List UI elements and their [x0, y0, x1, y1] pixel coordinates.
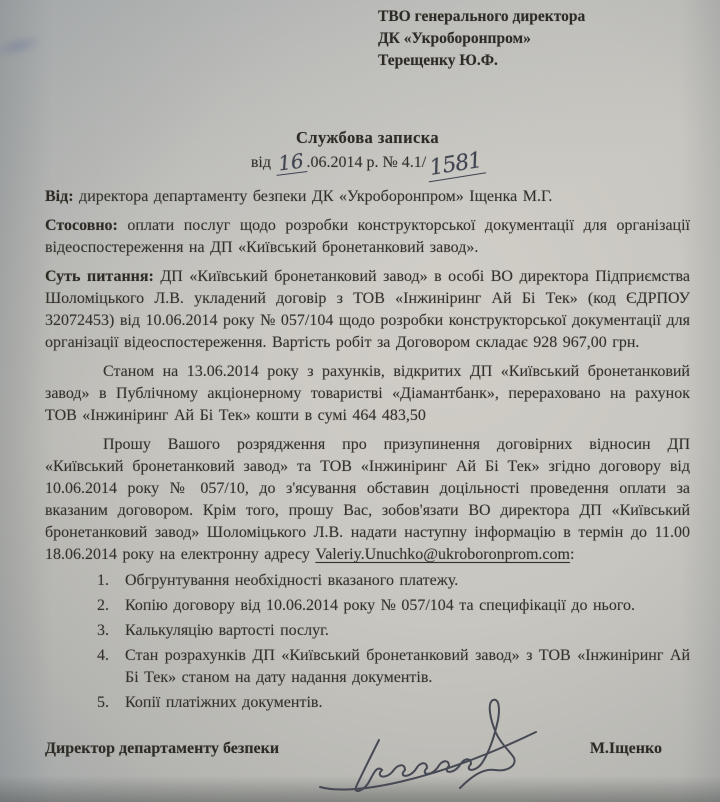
from-label: Від:	[45, 188, 74, 205]
handwritten-day: 16	[274, 150, 308, 176]
payments-paragraph: Станом на 13.06.2014 року з рахунків, відкритих ДП «Київський бронетанковий завод» в Публічному акціонерному товаристві «Діамантбанк», перераховано на рахунок ТОВ «Інжиніринг Ай Бі Тек» кошти в сумі 464 483,50	[45, 363, 690, 424]
signer-name: М.Іщенко	[589, 740, 662, 757]
subject-label: Стосовно:	[45, 217, 118, 234]
list-item: Обгрунтування необхідності вказаного платежу.	[125, 572, 459, 589]
request-text: Прошу Вашого розрядження про призупинення договірних відносин ДП «Київський бронетанковий завод» та ТОВ «Інжиніринг Ай Бі Тек» згідно договору від 10.06.2014 року № 057/10, до з'ясування обставин доцільності проведення оплати за вказаним договором. Крім того, прошу Вас, зобов'язати ВО директора ДП «Київський бронетанковий завод» Шоломіцького Л.В. надати наступну інформацію в термін до 11.00 18.06.2014 року на електронну адресу	[45, 436, 690, 563]
recipient-line: ТВО генерального директора	[378, 8, 586, 25]
list-item: Стан розрахунків ДП «Київський бронетанковий завод» з ТОВ «Інжиніринг Ай Бі Тек» станом на дату надання документів.	[125, 647, 690, 686]
email-address: Valeriy.Unuchko@ukroboronprom.com	[315, 546, 570, 563]
request-paragraph	[45, 434, 690, 566]
essence-text: ДП «Київський бронетанковий завод» в особі ВО директора Підприємства Шоломіцького Л.В. укладений договір з ТОВ «Інжиніринг Ай Бі Тек» (код ЄДРПОУ 32072453) від 10.06.2014 року № 057/104 щодо розробки конструкторської документації для організації відеоспостереження. Вартість робіт за Договором складає 928 967,00 грн.	[45, 268, 691, 351]
list-item: Копію договору від 10.06.2014 року № 057/104 та специфікації до нього.	[125, 597, 636, 614]
essence-label: Суть питання:	[45, 268, 154, 285]
date-prefix: від	[250, 154, 271, 171]
list-item: Калькуляцію вартості послуг.	[125, 622, 329, 639]
list-item: Копії платіжних документів.	[125, 694, 323, 711]
from-text: директора департаменту безпеки ДК «Укроборонпром» Іщенка М.Г.	[79, 188, 553, 205]
recipient-line: Терещенку Ю.Ф.	[378, 52, 498, 69]
handwritten-signature	[312, 686, 542, 796]
memo-title: Службова записка	[295, 128, 440, 147]
email-colon: :	[569, 546, 575, 563]
essence-paragraph	[45, 266, 690, 354]
date-rest: .06.2014 р. № 4.1/	[306, 154, 427, 171]
from-paragraph	[45, 186, 690, 208]
signer-position: Директор департаменту безпеки	[45, 740, 280, 757]
recipient-line: ДК «Укроборонпром»	[378, 30, 531, 47]
recipient-block	[378, 6, 690, 72]
memo-dateline	[45, 150, 690, 180]
subject-text: оплати послуг щодо розробки конструкторської документації для організації відеоспостереження на ДП «Київський бронетанковий завод».	[45, 217, 690, 256]
ink-smudge	[0, 30, 46, 62]
handwritten-doc-number: 1581	[425, 150, 486, 183]
subject-paragraph	[45, 215, 690, 259]
